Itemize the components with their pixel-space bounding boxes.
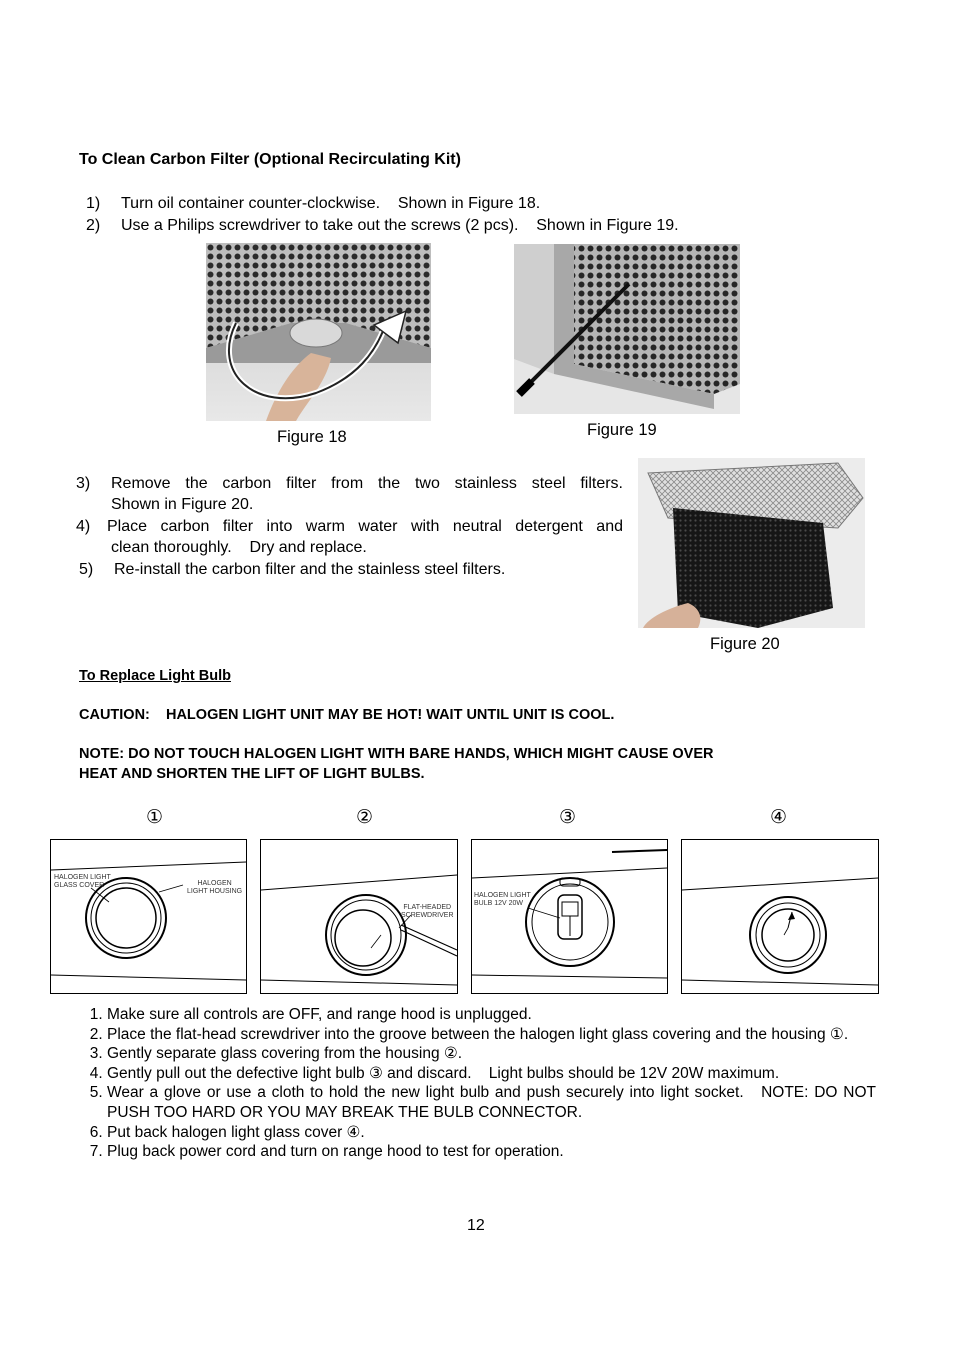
- bulb-step-3: 3. Gently separate glass covering from the housing ②.: [107, 1044, 876, 1064]
- label-glass-cover-1: HALOGEN LIGHT: [54, 874, 111, 881]
- label-screwdriver-2: SCREWDRIVER: [401, 912, 454, 919]
- diagram-marker-3: ③: [559, 807, 577, 828]
- note-text-line1: NOTE: DO NOT TOUCH HALOGEN LIGHT WITH BARE HANDS, WHICH MIGHT CAUSE OVER: [79, 746, 714, 762]
- figure-20-caption: Figure 20: [710, 635, 780, 653]
- bulb-step-4: 4. Gently pull out the defective light bulb ③ and discard. Light bulbs should be 12V 20W maximum.: [107, 1064, 876, 1084]
- caution-text: CAUTION: HALOGEN LIGHT UNIT MAY BE HOT! WAIT UNTIL UNIT IS COOL.: [79, 707, 615, 723]
- step-2-text: Use a Philips screwdriver to take out the screws (2 pcs). Shown in Figure 19.: [121, 217, 679, 234]
- step-5-number: 5): [79, 561, 94, 578]
- bulb-step-6: 6. Put back halogen light glass cover ④.: [107, 1123, 876, 1143]
- step-1-text: Turn oil container counter-clockwise. Shown in Figure 18.: [121, 195, 541, 212]
- label-screwdriver-1: FLAT-HEADED: [403, 904, 452, 911]
- step-3-text-cont: Shown in Figure 20.: [111, 496, 254, 513]
- section-title-carbon-filter: To Clean Carbon Filter (Optional Recirculating Kit): [79, 151, 461, 168]
- step-4-text: Place carbon filter into warm water with neutral detergent and: [107, 518, 623, 535]
- figure-18-caption: Figure 18: [277, 428, 347, 446]
- figure-19-photo: [514, 244, 740, 414]
- bulb-step-5: 5. Wear a glove or use a cloth to hold the new light bulb and push securely into light socket. NOTE: DO NOT PUSH TOO HARD OR YOU MAY BREAK THE BULB CONNECTOR.: [107, 1083, 876, 1122]
- label-bulb-2: BULB 12V 20W: [474, 900, 524, 907]
- diagram-1-glass-cover: [50, 839, 247, 994]
- figure-19-caption: Figure 19: [587, 421, 657, 439]
- label-housing-1: HALOGEN: [197, 880, 232, 887]
- step-3-text: Remove the carbon filter from the two stainless steel filters.: [111, 475, 623, 492]
- bulb-step-1: 1. Make sure all controls are OFF, and range hood is unplugged.: [107, 1005, 876, 1025]
- diagram-2-screwdriver: [260, 839, 458, 994]
- step-2-number: 2): [86, 217, 101, 234]
- bulb-step-7: 7. Plug back power cord and turn on range hood to test for operation.: [107, 1142, 876, 1162]
- step-4-text-cont: clean thoroughly. Dry and replace.: [111, 539, 367, 556]
- figure-20-photo: [638, 458, 865, 628]
- label-housing-2: LIGHT HOUSING: [187, 888, 243, 895]
- page-number: 12: [467, 1217, 485, 1234]
- diagram-marker-1: ①: [146, 807, 164, 828]
- figure-18-photo: [206, 243, 431, 421]
- diagram-marker-2: ②: [356, 807, 374, 828]
- bulb-step-2: 2. Place the flat-head screwdriver into the groove between the halogen light glass covering and the housing ①.: [107, 1025, 876, 1045]
- diagram-4-replace-cover: [681, 839, 879, 994]
- step-5-text: Re-install the carbon filter and the stainless steel filters.: [114, 561, 506, 578]
- diagram-marker-4: ④: [770, 807, 788, 828]
- step-3-number: 3): [76, 475, 91, 492]
- section-title-light-bulb: To Replace Light Bulb: [79, 668, 231, 684]
- step-1-number: 1): [86, 195, 101, 212]
- step-4-number: 4): [76, 518, 91, 535]
- label-bulb-1: HALOGEN LIGHT: [474, 892, 531, 899]
- diagram-3-bulb: [471, 839, 668, 994]
- label-glass-cover-2: GLASS COVER: [54, 882, 105, 889]
- note-text-line2: HEAT AND SHORTEN THE LIFT OF LIGHT BULBS.: [79, 766, 425, 782]
